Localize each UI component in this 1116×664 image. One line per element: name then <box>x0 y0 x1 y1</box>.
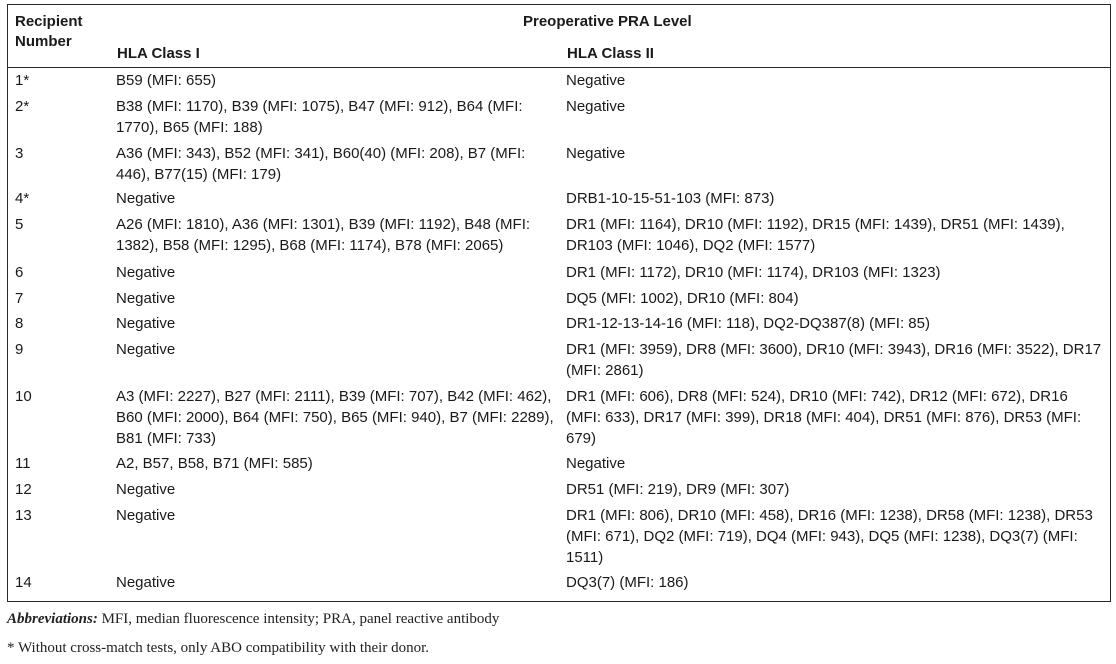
hla-class-1-cell: Negative <box>116 574 176 591</box>
abbreviations-label: Abbreviations: <box>7 611 98 627</box>
hla-class-1-cell: Negative <box>116 290 176 307</box>
recipient-number-cell: 9 <box>15 341 24 358</box>
hla-class-2-cell: DR1 (MFI: 606), DR8 (MFI: 524), DR10 (MFI: 742), DR12 (MFI: 672), DR16 (MFI: 633), DR17 (MFI: 399), DR18 (MFI: 404), DR51 (MFI: 876), DR53 (MFI: 679) <box>566 388 1082 447</box>
hla-class-2-cell: DR1 (MFI: 806), DR10 (MFI: 458), DR16 (MFI: 1238), DR58 (MFI: 1238), DR53 (MFI: 671), DQ2 (MFI: 719), DQ4 (MFI: 943), DQ5 (MFI: 1238), DQ3(7) (MFI: 1511) <box>566 507 1093 566</box>
hla-class-2-cell: DR1 (MFI: 3959), DR8 (MFI: 3600), DR10 (MFI: 3943), DR16 (MFI: 3522), DR17 (MFI: 2861) <box>566 341 1102 379</box>
header-recipient-number: Recipient Number <box>15 13 83 50</box>
recipient-number-cell: 2* <box>15 98 30 115</box>
hla-class-2-cell: Negative <box>566 98 626 115</box>
recipient-number-cell: 4* <box>15 190 30 207</box>
hla-class-2-cell: DRB1-10-15-51-103 (MFI: 873) <box>566 190 775 207</box>
recipient-number-cell: 12 <box>15 481 32 498</box>
hla-class-2-cell: DR51 (MFI: 219), DR9 (MFI: 307) <box>566 481 790 498</box>
recipient-number-cell: 13 <box>15 507 32 524</box>
abbreviations-text: MFI, median fluorescence intensity; PRA, panel reactive antibody <box>97 611 500 627</box>
hla-class-1-cell: A2, B57, B58, B71 (MFI: 585) <box>116 455 313 472</box>
hla-class-1-cell: Negative <box>116 507 176 524</box>
recipient-number-cell: 14 <box>15 574 32 591</box>
hla-class-2-cell: Negative <box>566 455 626 472</box>
recipient-number-cell: 10 <box>15 388 32 405</box>
hla-class-1-cell: A3 (MFI: 2227), B27 (MFI: 2111), B39 (MFI: 707), B42 (MFI: 462), B60 (MFI: 2000), B64 (MFI: 750), B65 (MFI: 940), B7 (MFI: 2289), B81 (MFI: 733) <box>116 388 554 447</box>
hla-class-2-cell: DQ3(7) (MFI: 186) <box>566 574 689 591</box>
hla-class-1-cell: Negative <box>116 190 176 207</box>
recipient-number-cell: 11 <box>15 455 31 472</box>
recipient-number-cell: 1* <box>15 72 30 89</box>
recipient-number-cell: 3 <box>15 145 24 162</box>
hla-class-1-cell: Negative <box>116 264 176 281</box>
hla-class-1-cell: A36 (MFI: 343), B52 (MFI: 341), B60(40) (MFI: 208), B7 (MFI: 446), B77(15) (MFI: 179) <box>116 145 526 183</box>
abbreviations-footnote <box>7 609 499 629</box>
asterisk-footnote: * Without cross-match tests, only ABO compatibility with their donor. <box>7 640 429 656</box>
hla-class-2-cell: Negative <box>566 145 626 162</box>
recipient-number-cell: 5 <box>15 216 24 233</box>
header-hla-class-1: HLA Class I <box>117 45 200 62</box>
header-hla-class-2: HLA Class II <box>567 45 654 62</box>
hla-class-1-cell: Negative <box>116 315 176 332</box>
hla-class-1-cell: B59 (MFI: 655) <box>116 72 217 89</box>
hla-class-1-cell: A26 (MFI: 1810), A36 (MFI: 1301), B39 (MFI: 1192), B48 (MFI: 1382), B58 (MFI: 1295), B68 (MFI: 1174), B78 (MFI: 2065) <box>116 216 531 254</box>
recipient-number-cell: 6 <box>15 264 24 281</box>
hla-class-2-cell: DR1 (MFI: 1164), DR10 (MFI: 1192), DR15 (MFI: 1439), DR51 (MFI: 1439), DR103 (MFI: 1046), DQ2 (MFI: 1577) <box>566 216 1065 254</box>
hla-class-2-cell: DR1-12-13-14-16 (MFI: 118), DQ2-DQ387(8) (MFI: 85) <box>566 315 930 332</box>
hla-class-1-cell: Negative <box>116 341 176 358</box>
header-divider <box>8 67 1110 68</box>
pra-table <box>7 4 1111 602</box>
header-preoperative-pra-level: Preoperative PRA Level <box>523 13 692 30</box>
recipient-number-cell: 8 <box>15 315 24 332</box>
hla-class-1-cell: B38 (MFI: 1170), B39 (MFI: 1075), B47 (MFI: 912), B64 (MFI: 1770), B65 (MFI: 188) <box>116 98 523 136</box>
recipient-number-cell: 7 <box>15 290 24 307</box>
hla-class-1-cell: Negative <box>116 481 176 498</box>
hla-class-2-cell: Negative <box>566 72 626 89</box>
hla-class-2-cell: DR1 (MFI: 1172), DR10 (MFI: 1174), DR103 (MFI: 1323) <box>566 264 941 281</box>
hla-class-2-cell: DQ5 (MFI: 1002), DR10 (MFI: 804) <box>566 290 799 307</box>
